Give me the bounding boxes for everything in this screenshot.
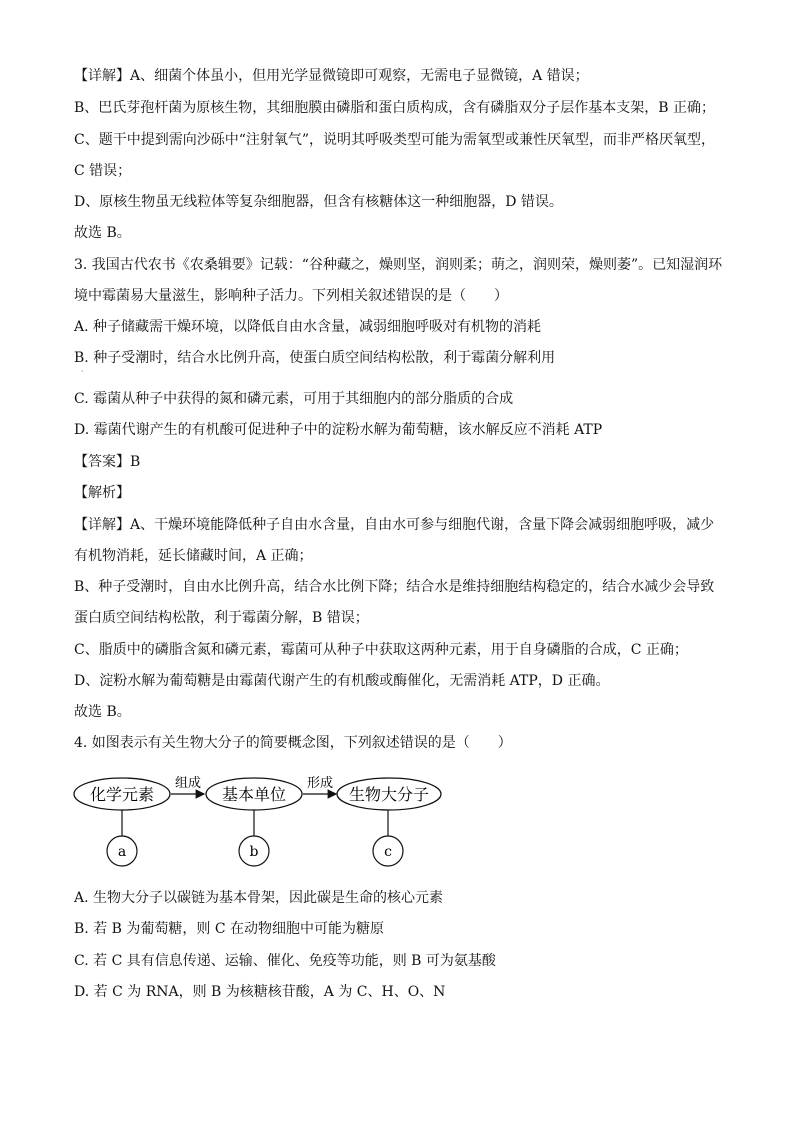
explain-2: 有机物消耗，延长储藏时间，A 正确； [74, 548, 313, 564]
concept-diagram [72, 770, 452, 870]
answer-label: 【答案】B [74, 454, 141, 470]
q3-option-a: A. 种子储藏需干燥环境，以降低自由水含量，减弱细胞呼吸对有机物的消耗 [74, 319, 542, 335]
line-3: C、题干中提到需向沙砾中“注射氧气”，说明其呼吸类型可能为需氧型或兼性厌氧型，而非严格厌氧型， [74, 132, 716, 148]
q3-option-c: C. 霉菌从种子中获得的氮和磷元素，可用于其细胞内的部分脂质的合成 [74, 391, 514, 407]
explain-6: D、淀粉水解为葡萄糖是由霉菌代谢产生的有机酸或酶催化，无需消耗 ATP，D 正确。 [74, 673, 610, 689]
circle-label-a: a [117, 844, 127, 860]
analysis-label: 【解析】 [74, 485, 130, 501]
q4-option-b: B. 若 B 为葡萄糖，则 C 在动物细胞中可能为糖原 [74, 921, 384, 937]
explain-1: 【详解】A、干燥环境能降低种子自由水含量，自由水可参与细胞代谢，含量下降会减弱细胞呼吸，减少 [74, 517, 715, 533]
stray-dot: · [81, 367, 84, 376]
question-3-stem-1: 3. 我国古代农书《农桑辑要》记载：“谷种藏之，燥则坚，润则柔；萌之，润则荣，燥则萎”。已知湿润环 [74, 257, 723, 273]
question-4-stem: 4. 如图表示有关生物大分子的简要概念图，下列叙述错误的是（ ） [74, 735, 512, 751]
line-2: B、巴氏芽孢杆菌为原核生物，其细胞膜由磷脂和蛋白质构成，含有磷脂双分子层作基本支架，B 正确； [74, 100, 716, 116]
circle-label-b: b [249, 844, 259, 860]
line-1: 【详解】A、细菌个体虽小，但用光学显微镜即可观察，无需电子显微镜，A 错误； [74, 68, 589, 84]
line-5: D、原核生物虽无线粒体等复杂细胞器，但含有核糖体这一种细胞器，D 错误。 [74, 194, 563, 210]
explain-4: 蛋白质空间结构松散，利于霉菌分解，B 错误； [74, 610, 369, 626]
explain-7: 故选 B。 [74, 704, 131, 720]
line-4: C 错误； [74, 163, 132, 179]
node-unit: 基本单位 [221, 785, 287, 804]
q4-option-d: D. 若 C 为 RNA，则 B 为核糖核苷酸，A 为 C、H、O、N [74, 984, 446, 1000]
q4-option-c: C. 若 C 具有信息传递、运输、催化、免疫等功能，则 B 可为氨基酸 [74, 953, 496, 969]
node-macro: 生物大分子 [348, 785, 430, 804]
question-3-stem-2: 境中霉菌易大量滋生，影响种子活力。下列相关叙述错误的是（ ） [74, 288, 508, 304]
arrow-label-compose: 组成 [174, 776, 202, 791]
q4-option-a: A. 生物大分子以碳链为基本骨架，因此碳是生命的核心元素 [74, 890, 444, 906]
q3-option-b: B. 种子受潮时，结合水比例升高，使蛋白质空间结构松散，利于霉菌分解利用 [74, 350, 556, 366]
arrow-label-form: 形成 [306, 776, 334, 791]
node-elements: 化学元素 [89, 785, 155, 804]
explain-3: B、种子受潮时，自由水比例升高，结合水比例下降；结合水是维持细胞结构稳定的，结合水减少会导致 [74, 579, 715, 595]
q3-option-d: D. 霉菌代谢产生的有机酸可促进种子中的淀粉水解为葡萄糖，该水解反应不消耗 ATP [74, 422, 603, 438]
circle-label-c: c [384, 844, 392, 860]
line-6: 故选 B。 [74, 225, 131, 241]
explain-5: C、脂质中的磷脂含氮和磷元素，霉菌可从种子中获取这两种元素，用于自身磷脂的合成，C 正确； [74, 642, 688, 658]
